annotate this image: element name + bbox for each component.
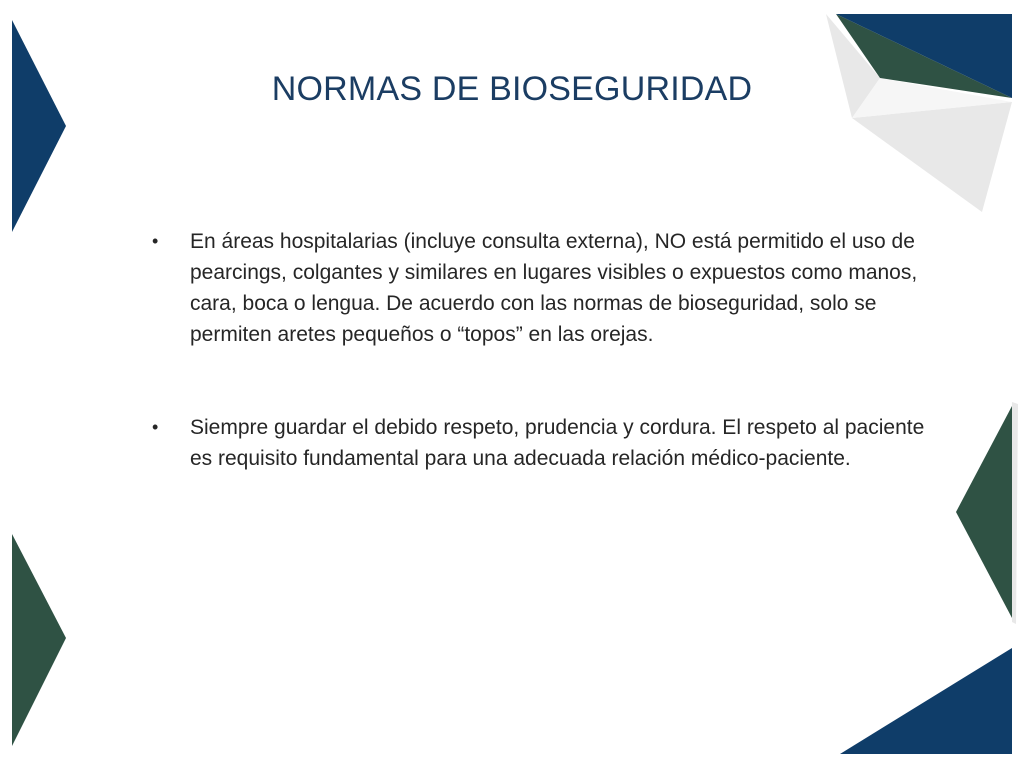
slide-title: NORMAS DE BIOSEGURIDAD <box>271 70 753 108</box>
top-right-gray-shape-bottom <box>852 102 1012 212</box>
bullet-text-respect-rule: Siempre guardar el debido respeto, prudencia y cordura. El respeto al paciente es requisito fundamental para una adecuada relación médico-paciente. <box>190 416 925 470</box>
bottom-right-navy-triangle <box>840 648 1012 754</box>
left-top-navy-triangle <box>12 20 66 232</box>
bullet-dot-icon: • <box>152 417 159 437</box>
left-bottom-green-triangle <box>12 534 66 746</box>
bullet-list <box>148 226 928 474</box>
bullet-text-piercing-rule: En áreas hospitalarias (incluye consulta externa), NO está permitido el uso de pearcings, colgantes y similares en lugares visibles o expuestos como manos, cara, boca o lengua. De acuerdo con las normas de bioseguridad, solo se permiten aretes pequeños o “topos” en las orejas. <box>190 230 918 346</box>
right-gray-sliver <box>1012 402 1018 624</box>
bullet-item <box>148 226 928 350</box>
bullet-dot-icon: • <box>152 231 159 251</box>
right-green-triangle <box>956 406 1012 618</box>
bullet-item <box>148 412 928 474</box>
